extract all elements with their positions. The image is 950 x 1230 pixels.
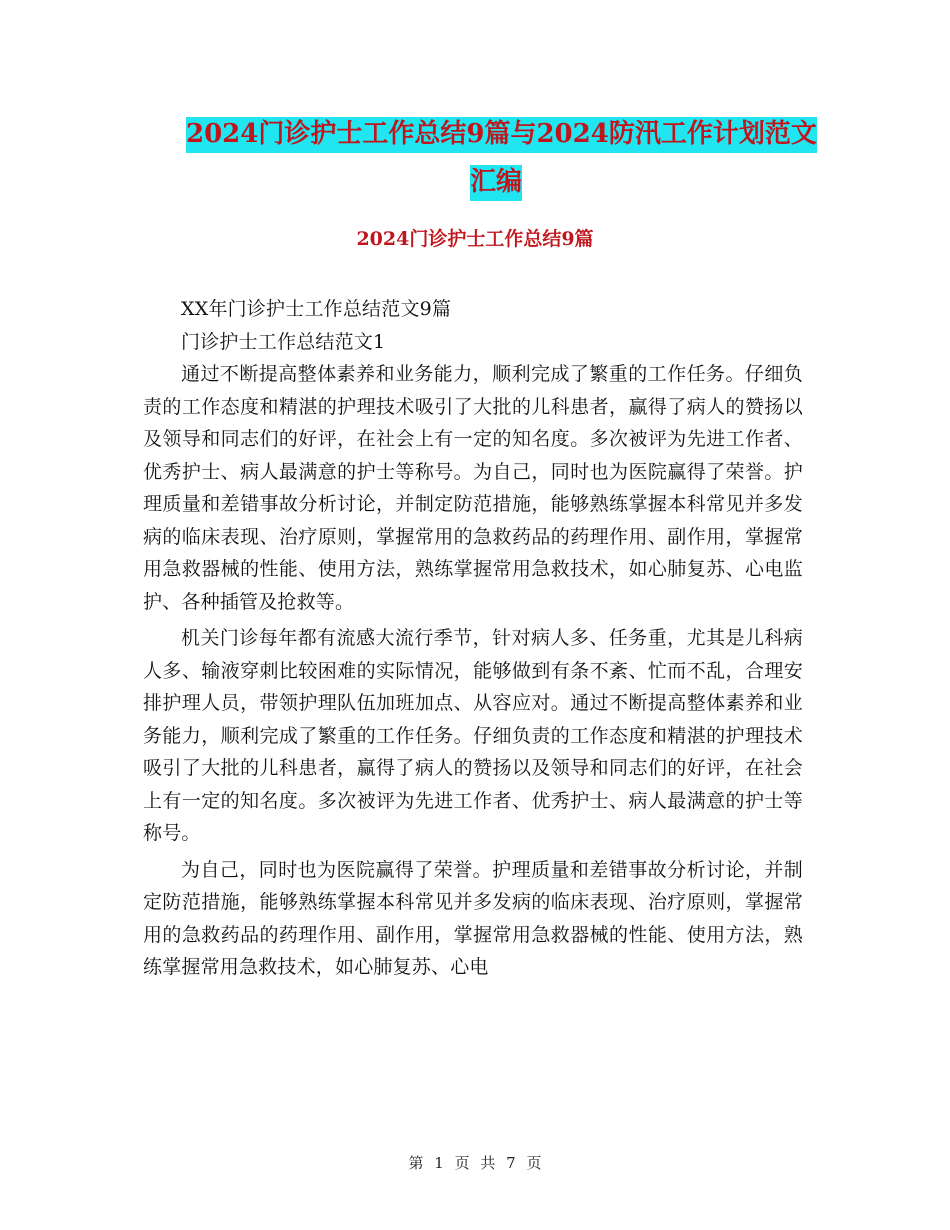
section-heading: 2024门诊护士工作总结9篇 (356, 228, 594, 250)
paragraph: 门诊护士工作总结范文1 (181, 330, 386, 353)
title-line-2: 汇编 (470, 165, 522, 201)
paragraph: XX年门诊护士工作总结范文9篇 (181, 298, 452, 320)
title-line-1: 2024门诊护士工作总结9篇与2024防汛工作计划范文 (186, 117, 817, 153)
body-text (143, 293, 803, 984)
paragraph: 为自己，同时也为医院赢得了荣誉。护理质量和差错事故分析讨论，并制定防范措施，能够熟练掌握本科常见并多发病的临床表现、治疗原则，掌握常用的急救药品的药理作用、副作用，掌握常用急救器械的性能、使用方法，熟练掌握常用急救技术，如心肺复苏、心电 (143, 858, 803, 978)
document-title (186, 112, 817, 204)
page-footer: 第 1 页 共 7 页 (408, 1154, 542, 1172)
paragraph: 机关门诊每年都有流感大流行季节，针对病人多、任务重，尤其是儿科病人多、输液穿刺比较困难的实际情况，能够做到有条不紊、忙而不乱，合理安排护理人员，带领护理队伍加班加点、从容应对。通过不断提高整体素养和业务能力，顺利完成了繁重的工作任务。仔细负责的工作态度和精湛的护理技术吸引了大批的儿科患者，赢得了病人的赞扬以及领导和同志们的好评，在社会上有一定的知名度。多次被评为先进工作者、优秀护士、病人最满意的护士等称号。 (143, 627, 803, 844)
paragraph: 通过不断提高整体素养和业务能力，顺利完成了繁重的工作任务。仔细负责的工作态度和精湛的护理技术吸引了大批的儿科患者，赢得了病人的赞扬以及领导和同志们的好评，在社会上有一定的知名度。多次被评为先进工作者、优秀护士、病人最满意的护士等称号。为自己，同时也为医院赢得了荣誉。护理质量和差错事故分析讨论，并制定防范措施，能够熟练掌握本科常见并多发病的临床表现、治疗原则，掌握常用的急救药品的药理作用、副作用，掌握常用急救器械的性能、使用方法，熟练掌握常用急救技术，如心肺复苏、心电监护、各种插管及抢救等。 (143, 363, 803, 613)
